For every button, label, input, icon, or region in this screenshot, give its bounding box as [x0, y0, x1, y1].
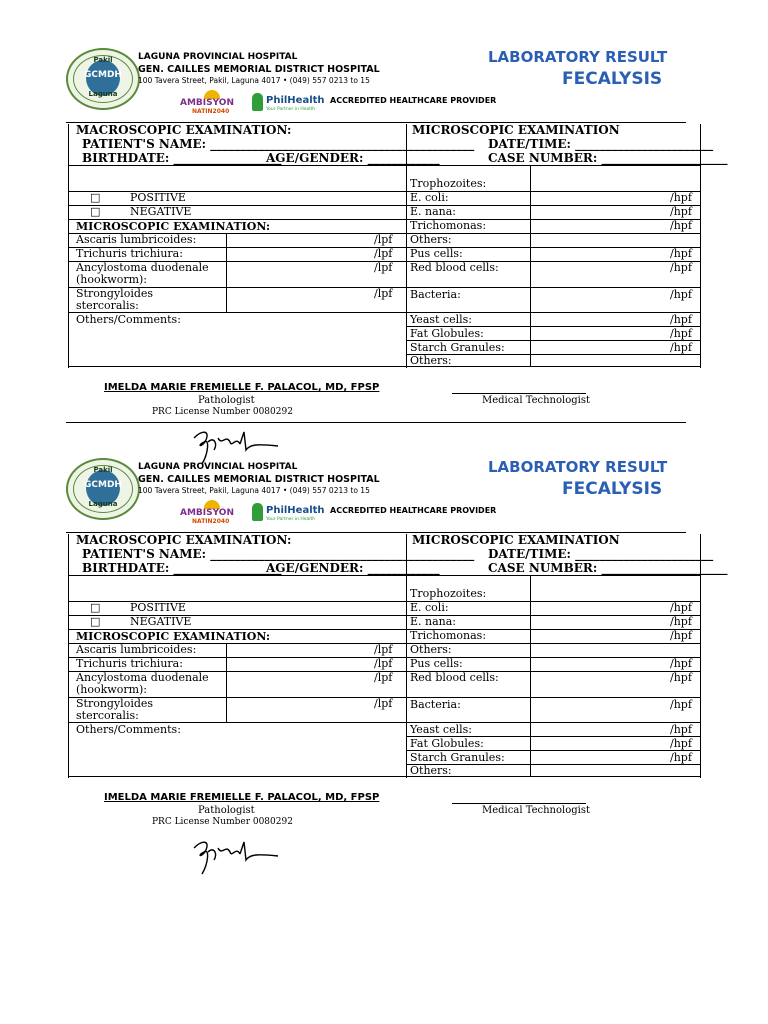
unit-pus-cells: /hpf	[670, 657, 692, 670]
medtech-signature-line	[452, 803, 586, 804]
unit-e-coli: /hpf	[670, 601, 692, 614]
lab-result-form-2	[0, 452, 768, 852]
result-label-fat-globules: Fat Globules:	[410, 737, 484, 750]
patient-name-field[interactable]: PATIENT'S NAME: ____________________________________________	[82, 547, 475, 561]
result-label-others-2: Others:	[410, 764, 452, 777]
unit-strongyloides: /lpf	[374, 697, 393, 710]
unit-bacteria: /hpf	[670, 288, 692, 301]
document-subtitle: FECALYSIS	[562, 69, 663, 89]
positive-label: POSITIVE	[130, 601, 186, 614]
micro-title: MICROSCOPIC EXAMINATION	[412, 533, 620, 547]
unit-fat-globules: /hpf	[670, 737, 692, 750]
result-label-trichuris: Trichuris trichiura:	[76, 657, 183, 670]
medtech-role: Medical Technologist	[482, 395, 590, 406]
result-label-e-nana: E. nana:	[410, 205, 457, 218]
checkbox-icon[interactable]: □	[90, 601, 101, 614]
result-label-trophozoites: Trophozoites:	[410, 177, 487, 190]
result-label-ancylostoma: Ancylostoma duodenale	[76, 261, 209, 274]
unit-yeast: /hpf	[670, 723, 692, 736]
result-label-e-coli: E. coli:	[410, 191, 449, 204]
result-label-ascaris: Ascaris lumbricoides:	[76, 643, 197, 656]
result-label-bacteria: Bacteria:	[410, 698, 461, 711]
date-time-field[interactable]: DATE/TIME: _______________________	[488, 547, 714, 561]
patient-name-field[interactable]: PATIENT'S NAME: ____________________________________________	[82, 137, 475, 151]
form-separator-line	[66, 422, 686, 423]
hospital-name-line2: GEN. CAILLES MEMORIAL DISTRICT HOSPITAL	[138, 64, 380, 75]
unit-rbc: /hpf	[670, 671, 692, 684]
pathologist-name: IMELDA MARIE FREMIELLE F. PALACOL, MD, FPSP	[104, 382, 380, 393]
unit-e-nana: /hpf	[670, 205, 692, 218]
macro-title: MACROSCOPIC EXAMINATION:	[76, 123, 292, 137]
result-label-rbc: Red blood cells:	[410, 671, 499, 684]
philhealth-logo: PhilHealth Your Partner in Health	[252, 502, 332, 524]
unit-yeast: /hpf	[670, 313, 692, 326]
document-title: LABORATORY RESULT	[488, 458, 668, 476]
hospital-name-line1: LAGUNA PROVINCIAL HOSPITAL	[138, 52, 298, 62]
result-label-others: Others:	[410, 643, 452, 656]
unit-ascaris: /lpf	[374, 233, 393, 246]
pathologist-signature	[188, 834, 283, 879]
unit-e-coli: /hpf	[670, 191, 692, 204]
unit-ancylostoma: /lpf	[374, 671, 393, 684]
result-label-e-coli: E. coli:	[410, 601, 449, 614]
unit-pus-cells: /hpf	[670, 247, 692, 260]
result-label-trophozoites: Trophozoites:	[410, 587, 487, 600]
result-label-trichuris: Trichuris trichiura:	[76, 247, 183, 260]
negative-label: NEGATIVE	[130, 615, 192, 628]
unit-starch: /hpf	[670, 341, 692, 354]
unit-ancylostoma: /lpf	[374, 261, 393, 274]
unit-strongyloides: /lpf	[374, 287, 393, 300]
pathologist-role: Pathologist	[198, 395, 255, 406]
hospital-seal-logo: Pakil GCMDH Laguna	[66, 48, 140, 110]
others-comments-label: Others/Comments:	[76, 723, 181, 736]
unit-rbc: /hpf	[670, 261, 692, 274]
pathologist-role: Pathologist	[198, 805, 255, 816]
unit-trichuris: /lpf	[374, 247, 393, 260]
result-label-others-2: Others:	[410, 354, 452, 367]
result-label-pus-cells: Pus cells:	[410, 247, 463, 260]
lab-result-form-1	[0, 42, 768, 442]
prc-license: PRC License Number 0080292	[152, 407, 293, 417]
document-subtitle: FECALYSIS	[562, 479, 663, 499]
date-time-field[interactable]: DATE/TIME: _______________________	[488, 137, 714, 151]
unit-e-nana: /hpf	[670, 615, 692, 628]
micro-left-title: MICROSCOPIC EXAMINATION:	[76, 220, 271, 233]
birthdate-field[interactable]: BIRTHDATE: __________________	[82, 151, 282, 165]
medtech-role: Medical Technologist	[482, 805, 590, 816]
result-label-fat-globules: Fat Globules:	[410, 327, 484, 340]
result-label-yeast: Yeast cells:	[410, 313, 472, 326]
result-label-ancylostoma: Ancylostoma duodenale	[76, 671, 209, 684]
macro-title: MACROSCOPIC EXAMINATION:	[76, 533, 292, 547]
result-label-e-nana: E. nana:	[410, 615, 457, 628]
hospital-name-line1: LAGUNA PROVINCIAL HOSPITAL	[138, 462, 298, 472]
checkbox-icon[interactable]: □	[90, 615, 101, 628]
result-label-rbc: Red blood cells:	[410, 261, 499, 274]
age-gender-field[interactable]: AGE/GENDER: ____________	[266, 151, 440, 165]
unit-starch: /hpf	[670, 751, 692, 764]
result-label-pus-cells: Pus cells:	[410, 657, 463, 670]
result-label-starch: Starch Granules:	[410, 751, 505, 764]
checkbox-icon[interactable]: □	[90, 191, 101, 204]
case-number-field[interactable]: CASE NUMBER: _____________________	[488, 151, 728, 165]
result-label-others: Others:	[410, 233, 452, 246]
result-label-trichomonas: Trichomonas:	[410, 629, 487, 642]
unit-ascaris: /lpf	[374, 643, 393, 656]
hospital-name-line2: GEN. CAILLES MEMORIAL DISTRICT HOSPITAL	[138, 474, 380, 485]
hospital-address: 100 Tavera Street, Pakil, Laguna 4017 • (049) 557 0213 to 15	[138, 486, 370, 495]
birthdate-field[interactable]: BIRTHDATE: __________________	[82, 561, 282, 575]
unit-trichuris: /lpf	[374, 657, 393, 670]
unit-trichomonas: /hpf	[670, 219, 692, 232]
result-label-stercoralis: stercoralis:	[76, 299, 139, 312]
medtech-signature-line	[452, 393, 586, 394]
hospital-address: 100 Tavera Street, Pakil, Laguna 4017 • (049) 557 0213 to 15	[138, 76, 370, 85]
ambisyon-logo: AMBISYON NATIN2040	[180, 500, 250, 524]
unit-bacteria: /hpf	[670, 698, 692, 711]
negative-label: NEGATIVE	[130, 205, 192, 218]
pathologist-name: IMELDA MARIE FREMIELLE F. PALACOL, MD, FPSP	[104, 792, 380, 803]
positive-label: POSITIVE	[130, 191, 186, 204]
ambisyon-logo: AMBISYON NATIN2040	[180, 90, 250, 114]
result-label-stercoralis: stercoralis:	[76, 709, 139, 722]
result-label-starch: Starch Granules:	[410, 341, 505, 354]
age-gender-field[interactable]: AGE/GENDER: ____________	[266, 561, 440, 575]
hospital-seal-logo: Pakil GCMDH Laguna	[66, 458, 140, 520]
result-label-bacteria: Bacteria:	[410, 288, 461, 301]
case-number-field[interactable]: CASE NUMBER: _____________________	[488, 561, 728, 575]
unit-fat-globules: /hpf	[670, 327, 692, 340]
micro-title: MICROSCOPIC EXAMINATION	[412, 123, 620, 137]
result-label-strongyloides: Strongyloides	[76, 287, 154, 300]
accredited-provider-label: ACCREDITED HEALTHCARE PROVIDER	[330, 506, 497, 515]
document-title: LABORATORY RESULT	[488, 48, 668, 66]
prc-license: PRC License Number 0080292	[152, 817, 293, 827]
result-label-yeast: Yeast cells:	[410, 723, 472, 736]
result-label-hookworm: (hookworm):	[76, 683, 148, 696]
result-label-trichomonas: Trichomonas:	[410, 219, 487, 232]
checkbox-icon[interactable]: □	[90, 205, 101, 218]
philhealth-logo: PhilHealth Your Partner in Health	[252, 92, 332, 114]
micro-left-title: MICROSCOPIC EXAMINATION:	[76, 630, 271, 643]
result-label-strongyloides: Strongyloides	[76, 697, 154, 710]
unit-trichomonas: /hpf	[670, 629, 692, 642]
result-label-hookworm: (hookworm):	[76, 273, 148, 286]
others-comments-label: Others/Comments:	[76, 313, 181, 326]
result-label-ascaris: Ascaris lumbricoides:	[76, 233, 197, 246]
accredited-provider-label: ACCREDITED HEALTHCARE PROVIDER	[330, 96, 497, 105]
